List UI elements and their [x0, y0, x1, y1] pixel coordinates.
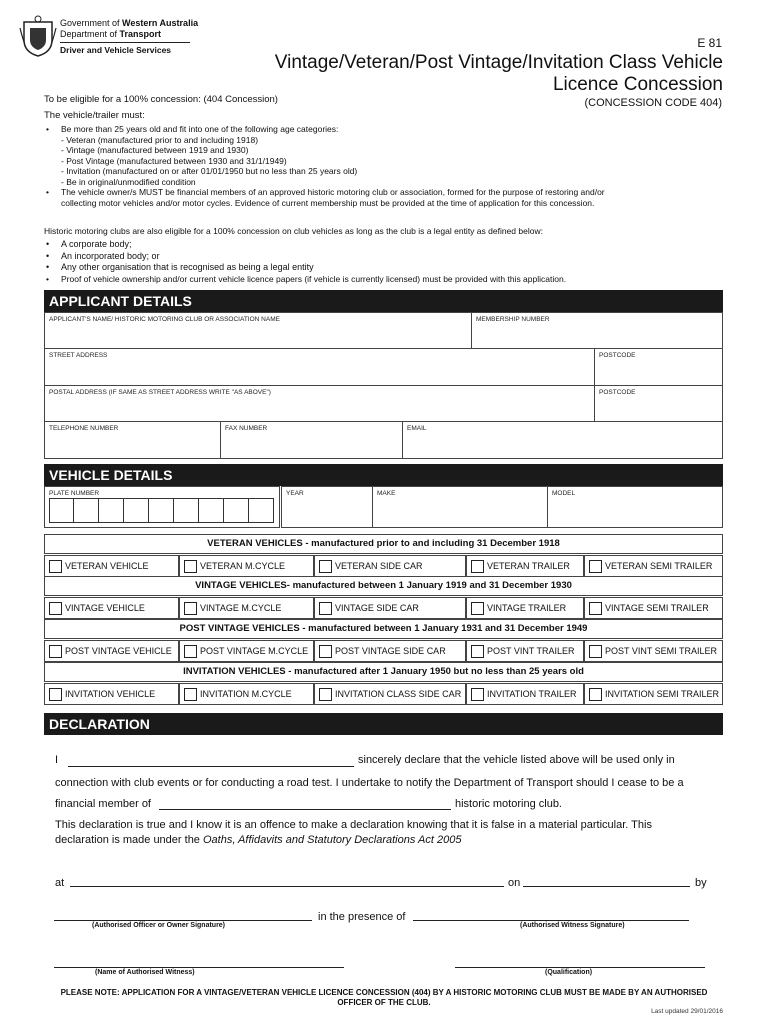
- date-line[interactable]: [523, 886, 690, 887]
- plate-char-box[interactable]: [224, 498, 249, 523]
- checkbox[interactable]: [589, 688, 602, 701]
- witness-signature-caption: (Authorised Witness Signature): [520, 922, 625, 929]
- form-code: E 81: [697, 36, 722, 50]
- declarant-name-line[interactable]: [68, 766, 354, 767]
- declaration-i: I: [55, 754, 59, 766]
- government-name: Government of Western Australia Department of Transport: [60, 18, 199, 39]
- category-vintage: - Vintage (manufactured between 1919 and 1930): [61, 145, 249, 155]
- concession-code: (CONCESSION CODE 404): [584, 97, 722, 109]
- option-vintage-mcycle[interactable]: VINTAGE M.CYCLE: [179, 597, 314, 619]
- post-vintage-options-row: [44, 640, 723, 662]
- checkbox[interactable]: [319, 560, 332, 573]
- street-postcode-field[interactable]: POSTCODE: [594, 348, 723, 386]
- vintage-group-heading: VINTAGE VEHICLES- manufactured between 1 January 1919 and 31 December 1930: [44, 576, 723, 596]
- witness-name-caption: (Name of Authorised Witness): [95, 969, 195, 976]
- plate-char-box[interactable]: [49, 498, 74, 523]
- checkbox[interactable]: [319, 645, 332, 658]
- postal-postcode-field[interactable]: POSTCODE: [594, 385, 723, 422]
- list-item: • Any other organisation that is recognised as being a legal entity: [44, 262, 724, 274]
- checkbox[interactable]: [471, 560, 484, 573]
- veteran-options-row: [44, 555, 723, 577]
- veteran-group-heading: VETERAN VEHICLES - manufactured prior to and including 31 December 1918: [44, 534, 723, 554]
- plate-char-box[interactable]: [174, 498, 199, 523]
- plate-char-box[interactable]: [74, 498, 99, 523]
- page-title: Vintage/Veteran/Post Vintage/Invitation Class Vehicle Licence Concession: [274, 52, 723, 95]
- list-item: • Proof of vehicle ownership and/or current vehicle licence papers (if vehicle is currently licensed) must be provided with this application.: [44, 274, 724, 286]
- applicant-name-field[interactable]: APPLICANT'S NAME/ HISTORIC MOTORING CLUB OR ASSOCIATION NAME: [44, 312, 472, 349]
- option-veteran-mcycle[interactable]: VETERAN M.CYCLE: [179, 555, 314, 577]
- declaration-club: historic motoring club.: [455, 798, 562, 810]
- invitation-options-row: [44, 683, 723, 705]
- presence-label: in the presence of: [318, 911, 406, 923]
- option-post-vintage-mcycle[interactable]: POST VINTAGE M.CYCLE: [179, 640, 314, 662]
- plate-char-box[interactable]: [149, 498, 174, 523]
- fax-field[interactable]: FAX NUMBER: [220, 421, 403, 459]
- telephone-field[interactable]: TELEPHONE NUMBER: [44, 421, 221, 459]
- age-requirement: • Be more than 25 years old and fit into one of the following age categories: - Veteran (manufactured prior to and including 1918) - Vintage (manufactured between 1919 and 1930) - Post Vintage (manufactured between 1930 and 31/1/1949) - Invitation (manufactured on or after 01/01/1950 but no less than 25 years old) - Be in original/unmodified condition: [44, 124, 724, 187]
- plate-char-box[interactable]: [249, 498, 274, 523]
- option-vintage-vehicle[interactable]: VINTAGE VEHICLE: [44, 597, 179, 619]
- option-veteran-semi-trailer[interactable]: VETERAN SEMI TRAILER: [584, 555, 723, 577]
- make-field[interactable]: MAKE: [372, 486, 548, 528]
- requirements-list: [44, 124, 724, 208]
- declaration-sincerely: sincerely declare that the vehicle listed above will be used only in: [358, 754, 675, 766]
- checkbox[interactable]: [471, 602, 484, 615]
- witness-signature-line[interactable]: [413, 920, 689, 921]
- place-line[interactable]: [70, 886, 504, 887]
- declaration-line2: connection with club events or for conducting a road test. I undertake to notify the Department of Transport should I cease to be a: [55, 777, 684, 789]
- option-invitation-semi-trailer[interactable]: INVITATION SEMI TRAILER: [584, 683, 723, 705]
- plate-character-boxes: [49, 498, 274, 523]
- at-label: at: [55, 877, 65, 889]
- category-invitation: - Invitation (manufactured on or after 01/01/1950 but no less than 25 years old): [61, 166, 358, 176]
- option-vintage-semi-trailer[interactable]: VINTAGE SEMI TRAILER: [584, 597, 723, 619]
- eligibility-text: To be eligible for a 100% concession: (404 Concession): [44, 94, 278, 105]
- department-divider: [60, 42, 190, 43]
- checkbox[interactable]: [49, 645, 62, 658]
- qualification-caption: (Qualification): [545, 969, 593, 976]
- list-item: • A corporate body;: [44, 239, 724, 251]
- option-post-vintage-side-car[interactable]: POST VINTAGE SIDE CAR: [314, 640, 466, 662]
- checkbox[interactable]: [184, 602, 197, 615]
- plate-char-box[interactable]: [124, 498, 149, 523]
- option-invitation-vehicle[interactable]: INVITATION VEHICLE: [44, 683, 179, 705]
- plate-char-box[interactable]: [99, 498, 124, 523]
- plate-number-field: PLATE NUMBER: [44, 486, 280, 528]
- vehicle-details-heading: VEHICLE DETAILS: [44, 464, 723, 486]
- option-post-vintage-vehicle[interactable]: POST VINTAGE VEHICLE: [44, 640, 179, 662]
- officer-signature-caption: (Authorised Officer or Owner Signature): [92, 922, 226, 929]
- option-vintage-trailer[interactable]: VINTAGE TRAILER: [466, 597, 584, 619]
- checkbox[interactable]: [184, 688, 197, 701]
- post-vintage-group-heading: POST VINTAGE VEHICLES - manufactured between 1 January 1931 and 31 December 1949: [44, 619, 723, 639]
- must-text: The vehicle/trailer must:: [44, 110, 145, 121]
- club-name-line[interactable]: [159, 809, 451, 810]
- by-label: by: [695, 877, 707, 889]
- model-field[interactable]: MODEL: [547, 486, 723, 528]
- street-address-field[interactable]: STREET ADDRESS: [44, 348, 595, 386]
- option-veteran-side-car[interactable]: VETERAN SIDE CAR: [314, 555, 466, 577]
- checkbox[interactable]: [589, 560, 602, 573]
- option-invitation-trailer[interactable]: INVITATION TRAILER: [466, 683, 584, 705]
- category-veteran: - Veteran (manufactured prior to and including 1918): [61, 134, 259, 145]
- qualification-line[interactable]: [455, 967, 705, 968]
- plate-char-box[interactable]: [199, 498, 224, 523]
- vintage-options-row: [44, 597, 723, 619]
- postal-address-field[interactable]: POSTAL ADDRESS (IF SAME AS STREET ADDRESS WRITE "AS ABOVE"): [44, 385, 595, 422]
- membership-number-field[interactable]: MEMBERSHIP NUMBER: [471, 312, 723, 349]
- declaration-true: This declaration is true and I know it is an offence to make a declaration knowing that it is false in a material particular. This: [55, 819, 652, 831]
- option-invitation-mcycle[interactable]: INVITATION M.CYCLE: [179, 683, 314, 705]
- option-vintage-side-car[interactable]: VINTAGE SIDE CAR: [314, 597, 466, 619]
- club-eligibility-text: Historic motoring clubs are also eligible for a 100% concession on club vehicles as long as the club is a legal entity as defined below:: [44, 226, 543, 236]
- checkbox[interactable]: [589, 645, 602, 658]
- checkbox[interactable]: [319, 602, 332, 615]
- list-item: • An incorporated body; or: [44, 251, 724, 263]
- invitation-group-heading: INVITATION VEHICLES - manufactured after 1 January 1950 but no less than 25 years old: [44, 662, 723, 682]
- checkbox[interactable]: [184, 560, 197, 573]
- checkbox[interactable]: [471, 645, 484, 658]
- checkbox[interactable]: [49, 560, 62, 573]
- officer-signature-line[interactable]: [54, 920, 312, 921]
- checkbox[interactable]: [184, 645, 197, 658]
- option-veteran-trailer[interactable]: VETERAN TRAILER: [466, 555, 584, 577]
- option-veteran-vehicle[interactable]: VETERAN VEHICLE: [44, 555, 179, 577]
- checkbox[interactable]: [319, 688, 332, 701]
- checkbox[interactable]: [49, 602, 62, 615]
- last-updated: Last updated 29/01/2016: [651, 1008, 723, 1015]
- category-post-vintage: - Post Vintage (manufactured between 1930 and 31/1/1949): [61, 155, 287, 166]
- checkbox[interactable]: [589, 602, 602, 615]
- option-post-vint-semi-trailer[interactable]: POST VINT SEMI TRAILER: [584, 640, 723, 662]
- option-post-vint-trailer[interactable]: POST VINT TRAILER: [466, 640, 584, 662]
- wa-crest-logo: [18, 14, 58, 58]
- category-condition: - Be in original/unmodified condition: [61, 176, 196, 187]
- footer-note: PLEASE NOTE: APPLICATION FOR A VINTAGE/VETERAN VEHICLE LICENCE CONCESSION (404) BY A HISTORIC MOTORING CLUB MUST BE MADE BY AN AUTHORISED OFFICER OF THE CLUB.: [60, 988, 708, 1007]
- declaration-financial: financial member of: [55, 798, 151, 810]
- checkbox[interactable]: [49, 688, 62, 701]
- on-label: on: [508, 877, 521, 889]
- witness-name-line[interactable]: [54, 967, 344, 968]
- declaration-heading: DECLARATION: [44, 713, 723, 735]
- applicant-details-heading: APPLICANT DETAILS: [44, 290, 723, 312]
- owner-requirement: • The vehicle owner/s MUST be financial members of an approved historic motoring club or association, formed for the purpose of restoring and/or collecting motor vehicles and/or motor cycles. Evidence of current membership must be provided at the time of application for this concession.: [44, 187, 724, 208]
- year-field[interactable]: YEAR: [281, 486, 373, 528]
- agency-name: Driver and Vehicle Services: [60, 45, 172, 55]
- checkbox[interactable]: [471, 688, 484, 701]
- email-field[interactable]: EMAIL: [402, 421, 723, 459]
- declaration-act: declaration is made under the Oaths, Affidavits and Statutory Declarations Act 2005: [55, 834, 462, 846]
- option-invitation-side-car[interactable]: INVITATION CLASS SIDE CAR: [314, 683, 466, 705]
- club-entity-list: [44, 239, 724, 285]
